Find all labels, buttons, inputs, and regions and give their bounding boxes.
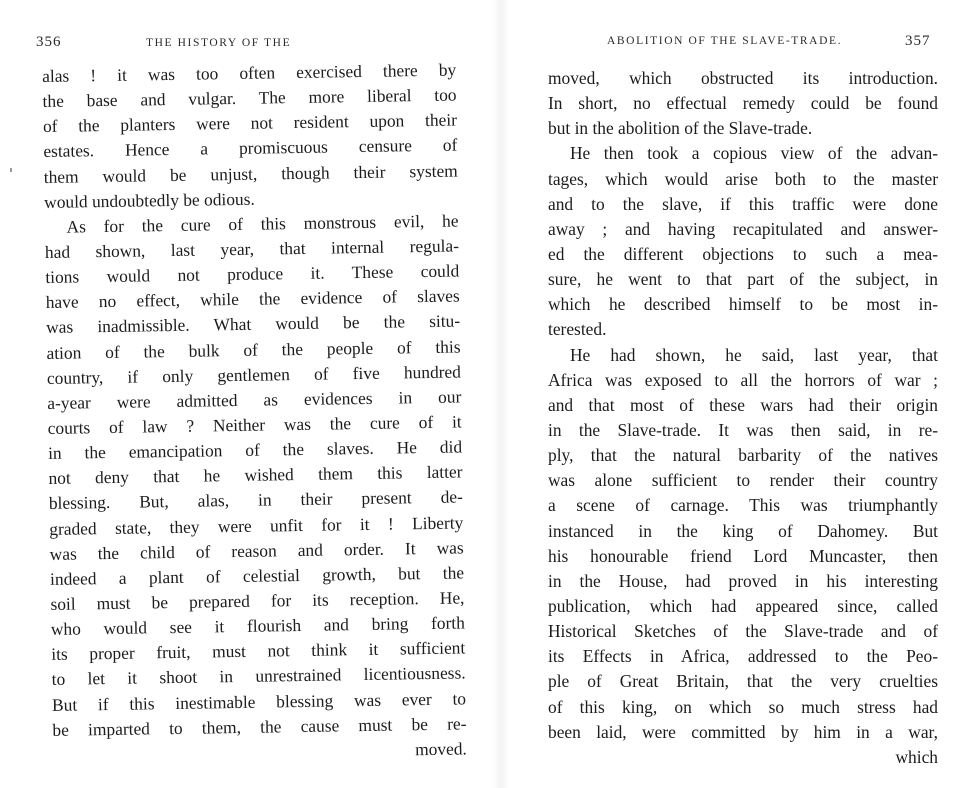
text-line: graded state, they were unfit for it ! Liberty <box>49 511 464 539</box>
text-line: in the House, had proved in his interesting <box>548 570 938 591</box>
text-line: who would see it flourish and bring forth <box>50 612 465 640</box>
text-line: and that most of these wars had their origin <box>548 394 938 415</box>
text-line: indeed a plant of celestial growth, but the <box>49 562 465 589</box>
text-line: of this king, on which so much stress had <box>548 696 938 717</box>
text-line: moved, which obstructed its introduction. <box>548 68 938 88</box>
text-line: to let it shoot in unrestrained licentiousness. <box>51 662 466 690</box>
text-line: its Effects in Africa, addressed to the Peo- <box>548 646 938 667</box>
text-line: not deny that he wished them this latter <box>48 461 463 489</box>
text-line: and to the slave, if this traffic were done <box>548 193 938 214</box>
text-line: ply, that the natural barbarity of the natives <box>548 445 938 466</box>
text-line: was inadmissible. What would be the situ- <box>45 310 461 338</box>
text-line: ation of the bulk of the people of this <box>46 336 461 363</box>
book-gutter <box>492 0 510 788</box>
text-line: be imparted to them, the cause must be re- <box>52 713 467 740</box>
text-line: sure, he went to that part of the subject, in <box>548 269 938 290</box>
right-page-number: 357 <box>905 33 931 49</box>
paragraph-start-line: As for the cure of this monstrous evil, he <box>66 210 459 237</box>
text-line: tages, which would arise both to the master <box>548 168 938 189</box>
text-line: the base and vulgar. The more liberal too <box>42 84 457 112</box>
left-page-number: 356 <box>36 34 62 50</box>
paragraph-start-line: He then took a copious view of the advan- <box>570 143 938 164</box>
text-line: them would be unjust, though their system <box>43 160 458 187</box>
text-line: Historical Sketches of the Slave-trade and of <box>548 621 938 642</box>
text-line: alas ! it was too often exercised there by <box>42 59 457 86</box>
text-line: been laid, were committed by him in a war, <box>548 721 938 742</box>
right-page-body <box>548 66 938 770</box>
text-line: was alone sufficient to render their country <box>548 470 938 491</box>
text-line: soil must be prepared for its reception. He, <box>50 587 465 614</box>
text-line: was the child of reason and order. It was <box>49 537 464 564</box>
text-line: tions would not produce it. These could <box>45 260 460 288</box>
right-page <box>510 0 980 788</box>
text-line: have no effect, while the evidence of slaves <box>45 285 460 313</box>
catchword: which <box>895 746 938 767</box>
text-line: ple of Great Britain, that the very cruelties <box>548 671 938 692</box>
text-line: estates. Hence a promiscuous censure of <box>43 134 458 162</box>
text-line: publication, which had appeared since, called <box>548 595 938 616</box>
text-line: In short, no effectual remedy could be found <box>548 93 938 114</box>
text-line: his honourable friend Lord Muncaster, then <box>548 545 938 566</box>
text-line: away ; and having recapitulated and answer- <box>548 218 938 239</box>
right-running-head: ABOLITION OF THE SLAVE-TRADE. <box>607 35 843 47</box>
text-line: Africa was exposed to all the horrors of war ; <box>548 369 938 390</box>
paragraph-start-line: He had shown, he said, last year, that <box>570 344 938 365</box>
text-line: ed the different objections to such a mea- <box>548 243 938 264</box>
text-line: had shown, last year, that internal regula- <box>44 235 460 262</box>
text-line: in the Slave-trade. It was then said, in re- <box>548 419 938 440</box>
text-line: a scene of carnage. This was triumphantly <box>548 495 938 516</box>
left-page-body <box>42 57 467 767</box>
text-line: but in the abolition of the Slave-trade. <box>548 118 813 139</box>
text-line: But if this inestimable blessing was ever to <box>51 687 467 715</box>
text-line: terested. <box>548 319 607 340</box>
text-line: instanced in the king of Dahomey. But <box>548 520 938 541</box>
text-line: its proper fruit, must not think it sufficient <box>51 637 466 665</box>
text-line: country, if only gentlemen of five hundred <box>46 361 462 388</box>
text-line: which he described himself to be most in- <box>548 294 938 315</box>
text-line: in the emancipation of the slaves. He did <box>47 436 463 464</box>
text-line: courts of law ? Neither was the cure of it <box>47 411 462 438</box>
catchword: moved. <box>414 738 467 760</box>
text-line: of the planters were not resident upon their <box>42 109 458 137</box>
text-line: a-year were admitted as evidences in our <box>47 386 462 413</box>
left-running-head: THE HISTORY OF THE <box>146 37 292 49</box>
text-line: would undoubtedly be odious. <box>44 188 255 212</box>
text-line: blessing. But, alas, in their present de- <box>48 486 464 514</box>
